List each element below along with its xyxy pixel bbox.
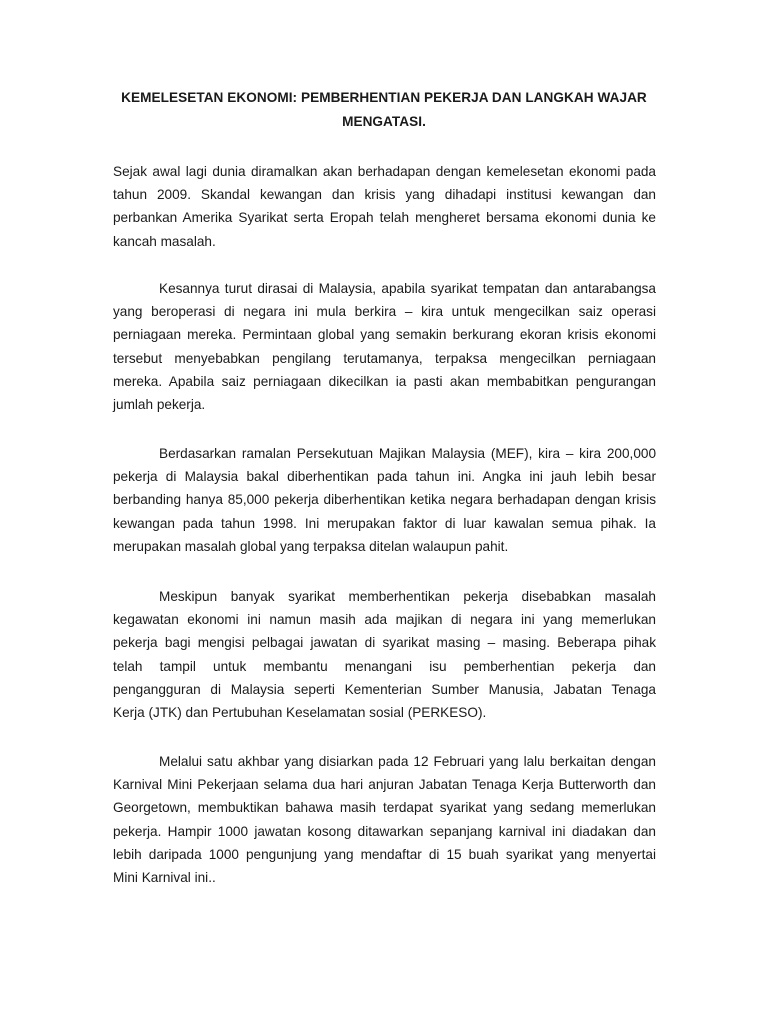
text-line: lebih daripada 1000 pengunjung yang mendaftar di 15 buah syarikat yang menyertai <box>113 846 656 862</box>
text-line: pekerja di Malaysia bakal diberhentikan pada tahun ini. Angka ini jauh lebih besar <box>113 469 656 485</box>
text-line: pekerja bagi mengisi pelbagai jawatan di syarikat masing – masing. Beberapa pihak <box>113 635 656 651</box>
text-line: pekerja. Hampir 1000 jawatan kosong ditawarkan sepanjang karnival ini diadakan dan <box>113 823 656 839</box>
paragraph-5 <box>113 750 656 889</box>
paragraph-3 <box>113 442 656 558</box>
paragraph-4 <box>113 585 656 724</box>
text-line: perbankan Amerika Syarikat serta Eropah telah mengheret bersama ekonomi dunia ke <box>113 210 656 226</box>
paragraph-2 <box>113 277 656 416</box>
text-line: Karnival Mini Pekerjaan selama dua hari anjuran Jabatan Tenaga Kerja Butterworth dan <box>113 777 656 793</box>
text-line: tersebut menyebabkan pengilang terutamanya, terpaksa mengecilkan perniagaan <box>113 350 656 366</box>
text-line: kancah masalah. <box>113 233 216 249</box>
text-line: Kesannya turut dirasai di Malaysia, apabila syarikat tempatan dan antarabangsa <box>159 281 656 296</box>
document-title <box>100 86 668 134</box>
text-line: yang beroperasi di negara ini mula berkira – kira untuk mengecilkan saiz operasi <box>113 304 656 320</box>
text-line: Berdasarkan ramalan Persekutuan Majikan Malaysia (MEF), kira – kira 200,000 <box>159 446 656 461</box>
paragraph-1 <box>113 160 656 253</box>
title-line: KEMELESETAN EKONOMI: PEMBERHENTIAN PEKERJA DAN LANGKAH WAJAR <box>121 90 647 105</box>
text-line: telah tampil untuk membantu menangani isu pemberhentian pekerja dan <box>113 658 656 674</box>
text-line: pengangguran di Malaysia seperti Kementerian Sumber Manusia, Jabatan Tenaga <box>113 681 656 697</box>
text-line: merupakan masalah global yang terpaksa ditelan walaupun pahit. <box>113 538 509 554</box>
text-line: tahun 2009. Skandal kewangan dan krisis yang dihadapi institusi kewangan dan <box>113 187 656 203</box>
text-line: Melalui satu akhbar yang disiarkan pada 12 Februari yang lalu berkaitan dengan <box>159 754 656 769</box>
text-line: Georgetown, membuktikan bahawa masih terdapat syarikat yang sedang memerlukan <box>113 800 656 816</box>
title-line: MENGATASI. <box>342 114 426 129</box>
text-line: kegawatan ekonomi ini namun masih ada majikan di negara ini yang memerlukan <box>113 612 656 628</box>
text-line: Kerja (JTK) dan Pertubuhan Keselamatan sosial (PERKESO). <box>113 705 487 721</box>
text-line: berbanding hanya 85,000 pekerja diberhentikan ketika negara berhadapan dengan krisis <box>113 492 656 508</box>
text-line: Mini Karnival ini.. <box>113 870 216 886</box>
text-line: mereka. Apabila saiz perniagaan dikecilkan ia pasti akan membabitkan pengurangan <box>113 373 656 389</box>
text-line: Sejak awal lagi dunia diramalkan akan berhadapan dengan kemelesetan ekonomi pada <box>113 164 656 179</box>
text-line: Meskipun banyak syarikat memberhentikan pekerja disebabkan masalah <box>159 589 656 604</box>
text-line: jumlah pekerja. <box>113 397 206 413</box>
text-line: kewangan pada tahun 1998. Ini merupakan faktor di luar kawalan semua pihak. Ia <box>113 515 656 531</box>
text-line: perniagaan mereka. Permintaan global yang semakin berkurang ekoran krisis ekonomi <box>113 327 656 343</box>
